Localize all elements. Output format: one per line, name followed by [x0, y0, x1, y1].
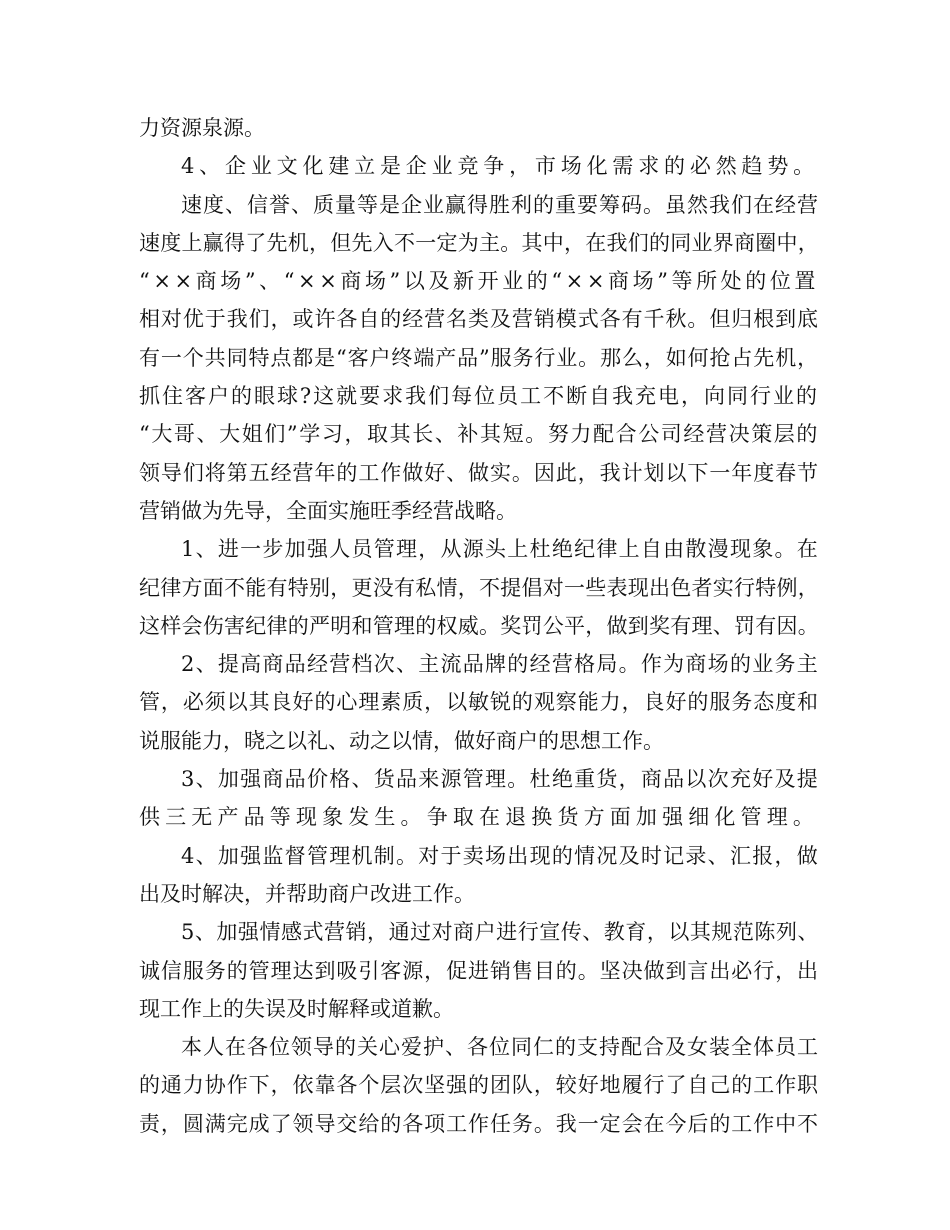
- text-line: 诚信服务的管理达到吸引客源，促进销售目的。坚决做到言出必行，出: [139, 958, 819, 983]
- text-line: 领导们将第五经营年的工作做好、做实。因此，我计划以下一年度春节: [139, 460, 819, 485]
- text-line: 1、进一步加强人员管理，从源头上杜绝纪律上自由散漫现象。在: [181, 537, 819, 562]
- text-line: “××商场”、“××商场”以及新开业的“××商场”等所处的位置: [139, 269, 819, 294]
- text-line: “大哥、大姐们”学习，取其长、补其短。努力配合公司经营决策层的: [139, 422, 819, 447]
- text-line: 供三无产品等现象发生。争取在退换货方面加强细化管理。: [139, 805, 819, 830]
- text-line: 有一个共同特点都是“客户终端产品”服务行业。那么，如何抢占先机，: [139, 345, 819, 370]
- text-line: 的通力协作下，依靠各个层次坚强的团队，较好地履行了自己的工作职: [139, 1073, 819, 1098]
- text-line: 2、提高商品经营档次、主流品牌的经营格局。作为商场的业务主: [181, 652, 819, 677]
- text-line: 力资源泉源。: [139, 116, 265, 140]
- text-line: 3、加强商品价格、货品来源管理。杜绝重货，商品以次充好及提: [181, 767, 819, 792]
- text-line: 速度、信誉、质量等是企业赢得胜利的重要筹码。虽然我们在经营: [181, 192, 819, 217]
- text-line: 责，圆满完成了领导交给的各项工作任务。我一定会在今后的工作中不: [139, 1111, 819, 1136]
- text-line: 4、加强监督管理机制。对于卖场出现的情况及时记录、汇报，做: [181, 843, 819, 868]
- text-line: 管，必须以其良好的心理素质，以敏锐的观察能力，良好的服务态度和: [139, 690, 819, 715]
- text-line: 说服能力，晓之以礼、动之以情，做好商户的思想工作。: [139, 728, 664, 753]
- text-line: 5、加强情感式营销，通过对商户进行宣传、教育，以其规范陈列、: [181, 920, 819, 945]
- text-line: 本人在各位领导的关心爱护、各位同仁的支持配合及女装全体员工: [181, 1035, 819, 1060]
- text-line: 相对优于我们，或许各自的经营名类及营销模式各有千秋。但归根到底: [139, 307, 819, 332]
- text-line: 抓住客户的眼球?这就要求我们每位员工不断自我充电，向同行业的: [139, 384, 819, 409]
- text-line: 速度上赢得了先机，但先入不一定为主。其中，在我们的同业界商圈中，: [139, 230, 819, 255]
- document-body: [139, 109, 819, 1143]
- text-line: 这样会伤害纪律的严明和管理的权威。奖罚公平，做到奖有理、罚有因。: [139, 613, 819, 638]
- text-line: 纪律方面不能有特别，更没有私情，不提倡对一些表现出色者实行特例，: [139, 575, 819, 600]
- text-line: 4、企业文化建立是企业竞争，市场化需求的必然趋势。: [181, 154, 819, 179]
- text-line: 出及时解决，并帮助商户改进工作。: [139, 881, 475, 906]
- text-line: 现工作上的失误及时解释或道歉。: [139, 996, 454, 1021]
- text-line: 营销做为先导，全面实施旺季经营战略。: [139, 498, 517, 523]
